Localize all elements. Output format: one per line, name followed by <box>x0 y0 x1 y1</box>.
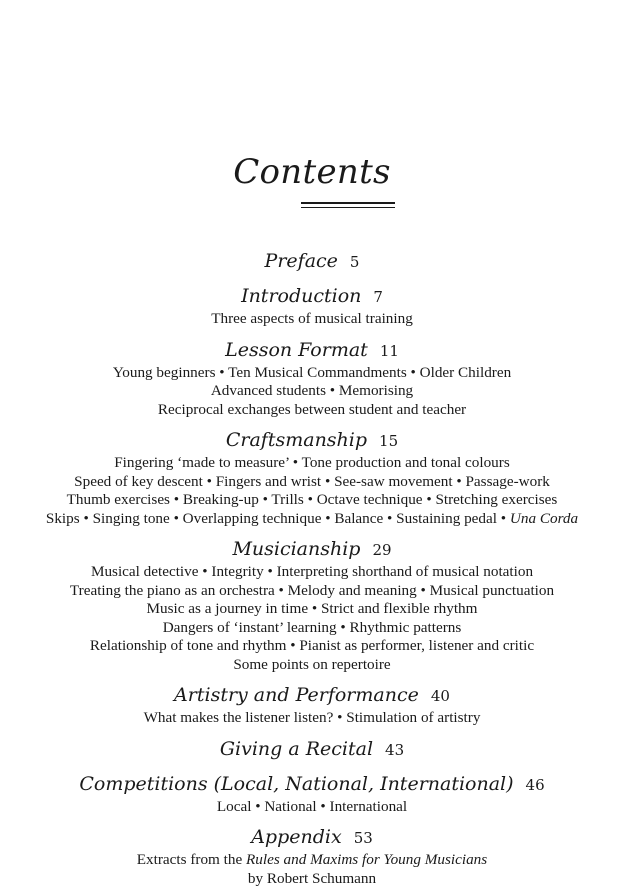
toc-section-craftsmanship <box>0 427 624 528</box>
section-heading: Craftsmanship <box>226 429 367 451</box>
section-topic-line: Music as a journey in time • Strict and flexible rhythm <box>0 600 624 619</box>
section-heading: Introduction <box>241 285 361 307</box>
page-title: Contents <box>0 152 624 192</box>
toc-section-preface <box>0 248 624 275</box>
section-page-number: 11 <box>380 342 399 360</box>
section-heading: Musicianship <box>232 538 360 560</box>
section-heading: Competitions (Local, National, International) <box>79 773 513 795</box>
section-topic-line: Musical detective • Integrity • Interpreting shorthand of musical notation <box>0 563 624 582</box>
toc-section-musicianship <box>0 536 624 674</box>
title-rule-thin <box>301 207 395 208</box>
section-topic-line: by Robert Schumann <box>0 870 624 888</box>
section-topic-line: Local • National • International <box>0 798 624 817</box>
table-of-contents <box>0 248 624 888</box>
section-topic-line: Fingering ‘made to measure’ • Tone production and tonal colours <box>0 454 624 473</box>
section-page-number: 15 <box>379 432 398 450</box>
title-rule-thick <box>301 202 395 204</box>
section-heading: Artistry and Performance <box>174 684 419 706</box>
toc-section-artistry-and-performance <box>0 682 624 728</box>
section-topic-line: Some points on repertoire <box>0 656 624 675</box>
section-topic-line: Dangers of ‘instant’ learning • Rhythmic patterns <box>0 619 624 638</box>
section-topic-line <box>0 510 624 529</box>
section-topic-line: Young beginners • Ten Musical Commandments • Older Children <box>0 364 624 383</box>
section-heading: Appendix <box>251 826 341 848</box>
toc-section-introduction <box>0 283 624 329</box>
section-page-number: 40 <box>431 687 450 705</box>
section-topic-line: Three aspects of musical training <box>0 310 624 329</box>
section-page-number: 43 <box>385 741 404 759</box>
topic-text: Extracts from the <box>137 851 246 868</box>
section-heading: Giving a Recital <box>220 738 373 760</box>
section-topic-line: Relationship of tone and rhythm • Pianist as performer, listener and critic <box>0 637 624 656</box>
section-topic-line: Reciprocal exchanges between student and teacher <box>0 401 624 420</box>
section-page-number: 7 <box>373 288 383 306</box>
topic-italic-text: Rules and Maxims for Young Musicians <box>246 851 487 868</box>
toc-section-competitions <box>0 771 624 817</box>
topic-text: Skips • Singing tone • Overlapping technique • Balance • Sustaining pedal • <box>46 510 510 527</box>
section-topic-line: Speed of key descent • Fingers and wrist • See-saw movement • Passage-work <box>0 473 624 492</box>
section-topic-line: Thumb exercises • Breaking-up • Trills • Octave technique • Stretching exercises <box>0 491 624 510</box>
section-page-number: 5 <box>350 253 360 271</box>
section-topic-line: Treating the piano as an orchestra • Melody and meaning • Musical punctuation <box>0 582 624 601</box>
toc-section-lesson-format <box>0 337 624 420</box>
toc-section-appendix <box>0 824 624 888</box>
section-page-number: 46 <box>526 776 545 794</box>
section-topic-line: Advanced students • Memorising <box>0 382 624 401</box>
topic-italic-text: Una Corda <box>510 510 578 527</box>
section-heading: Lesson Format <box>225 339 368 361</box>
toc-section-giving-a-recital <box>0 736 624 763</box>
section-topic-line <box>0 851 624 870</box>
section-topic-line: What makes the listener listen? • Stimulation of artistry <box>0 709 624 728</box>
section-heading: Preface <box>265 250 338 272</box>
section-page-number: 53 <box>354 829 373 847</box>
section-page-number: 29 <box>372 541 391 559</box>
